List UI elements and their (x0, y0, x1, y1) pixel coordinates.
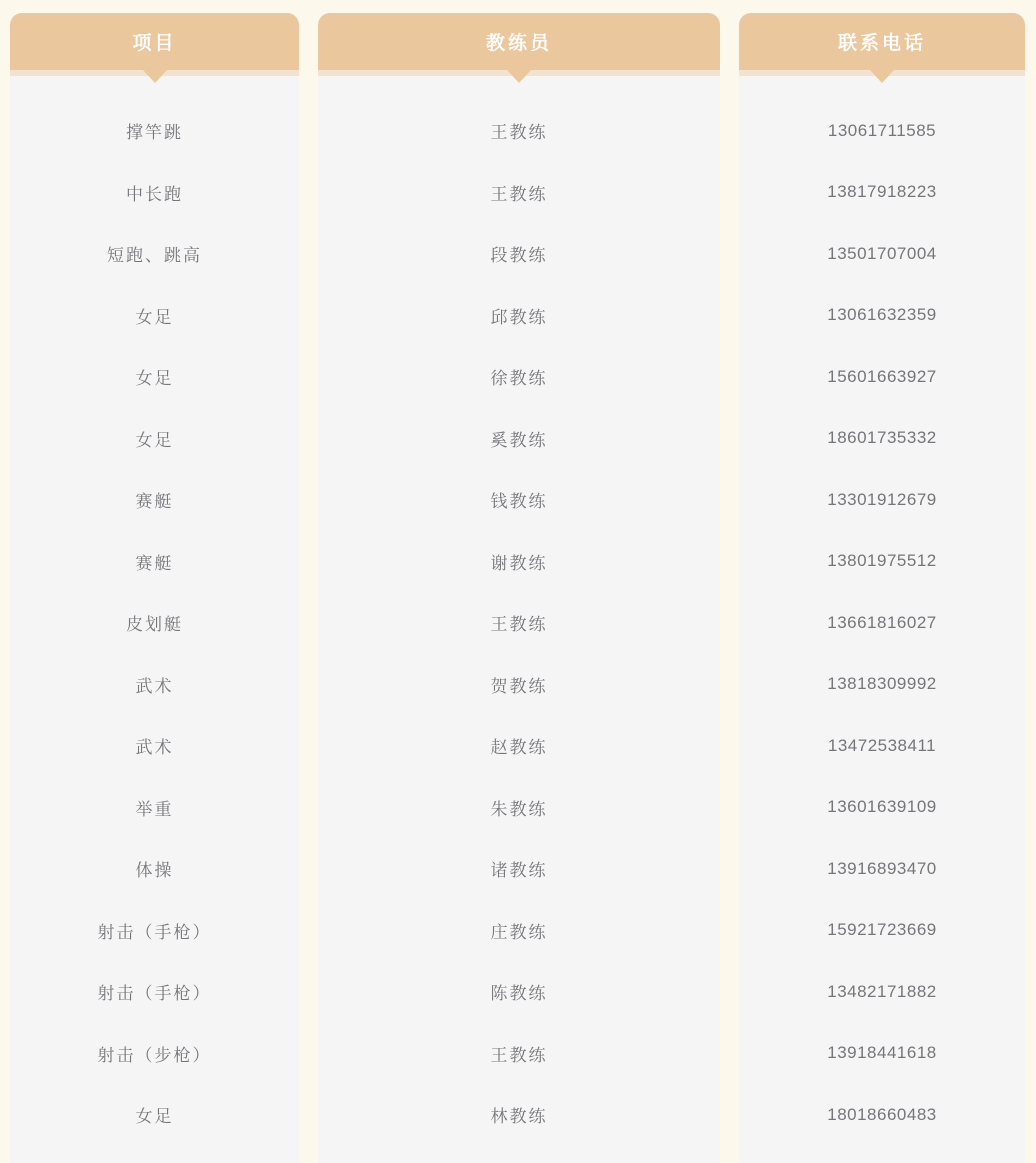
table-cell-project: 中长跑 (126, 184, 183, 204)
column-header-coach (318, 13, 720, 70)
pointer-down-icon (870, 70, 894, 83)
column-coach (318, 13, 720, 1163)
table-cell-coach: 庄教练 (490, 922, 548, 942)
table-cell-phone: 18601735332 (827, 428, 937, 448)
table-cell-project: 赛艇 (135, 492, 174, 512)
table-cell-phone: 13061711585 (827, 120, 937, 140)
column-project (10, 13, 299, 1163)
table-cell-phone: 15921723669 (827, 920, 937, 940)
column-body-coach (318, 70, 720, 1163)
table-cell-phone: 13061632359 (827, 305, 937, 325)
table-cell-project: 女足 (135, 1107, 174, 1127)
table-cell-coach: 段教练 (490, 246, 548, 266)
table-cell-phone: 13916893470 (827, 858, 937, 878)
table-cell-coach: 朱教练 (490, 799, 548, 819)
table-cell-project: 赛艇 (135, 553, 174, 573)
table-cell-project: 射击（手枪） (97, 922, 212, 942)
table-cell-project: 武术 (135, 738, 174, 758)
table-cell-coach: 徐教练 (490, 369, 548, 389)
table-cell-phone: 18018660483 (827, 1104, 937, 1124)
table-cell-coach: 林教练 (490, 1107, 548, 1127)
column-header-project-label: 项目 (132, 33, 177, 54)
column-header-phone-label: 联系电话 (837, 33, 926, 54)
table-cell-phone: 15601663927 (827, 366, 937, 386)
table-cell-project: 撑竿跳 (126, 123, 183, 143)
table-cell-coach: 王教练 (490, 123, 548, 143)
table-cell-phone: 13601639109 (827, 797, 937, 817)
table-cell-phone: 13482171882 (827, 981, 937, 1001)
column-body-project (10, 70, 299, 1163)
table-cell-phone: 13472538411 (827, 735, 937, 755)
table-cell-phone: 13818309992 (827, 674, 937, 694)
table-cell-project: 皮划艇 (126, 615, 183, 635)
column-header-project (10, 13, 299, 70)
column-header-phone (739, 13, 1025, 70)
table-cell-coach: 贺教练 (490, 676, 548, 696)
table-cell-coach: 王教练 (490, 615, 548, 635)
table-cell-phone: 13301912679 (827, 489, 937, 509)
table-cell-project: 射击（手枪） (97, 984, 212, 1004)
column-phone (739, 13, 1025, 1163)
table-cell-phone: 13661816027 (827, 612, 937, 632)
table-cell-project: 女足 (135, 369, 174, 389)
table-cell-phone: 13501707004 (827, 243, 937, 263)
table-cell-coach: 王教练 (490, 184, 548, 204)
pointer-down-icon (507, 70, 531, 83)
table-cell-project: 体操 (135, 861, 174, 881)
table-cell-coach: 邱教练 (490, 307, 548, 327)
table-cell-project: 武术 (135, 676, 174, 696)
table-cell-project: 短跑、跳高 (107, 246, 202, 266)
table-cell-coach: 钱教练 (490, 492, 548, 512)
table-cell-phone: 13918441618 (827, 1043, 937, 1063)
table-cell-coach: 王教练 (490, 1045, 548, 1065)
column-body-phone (739, 70, 1025, 1163)
table-cell-coach: 赵教练 (490, 738, 548, 758)
table-cell-coach: 诸教练 (490, 861, 548, 881)
table-cell-project: 射击（步枪） (97, 1045, 212, 1065)
table-cell-coach: 陈教练 (490, 984, 548, 1004)
table-cell-phone: 13801975512 (827, 551, 937, 571)
table-cell-coach: 谢教练 (490, 553, 548, 573)
table-cell-phone: 13817918223 (827, 182, 937, 202)
table-cell-project: 女足 (135, 307, 174, 327)
pointer-down-icon (143, 70, 167, 83)
table-cell-coach: 奚教练 (490, 430, 548, 450)
column-header-coach-label: 教练员 (485, 33, 552, 54)
table-cell-project: 女足 (135, 430, 174, 450)
table-cell-project: 举重 (135, 799, 174, 819)
